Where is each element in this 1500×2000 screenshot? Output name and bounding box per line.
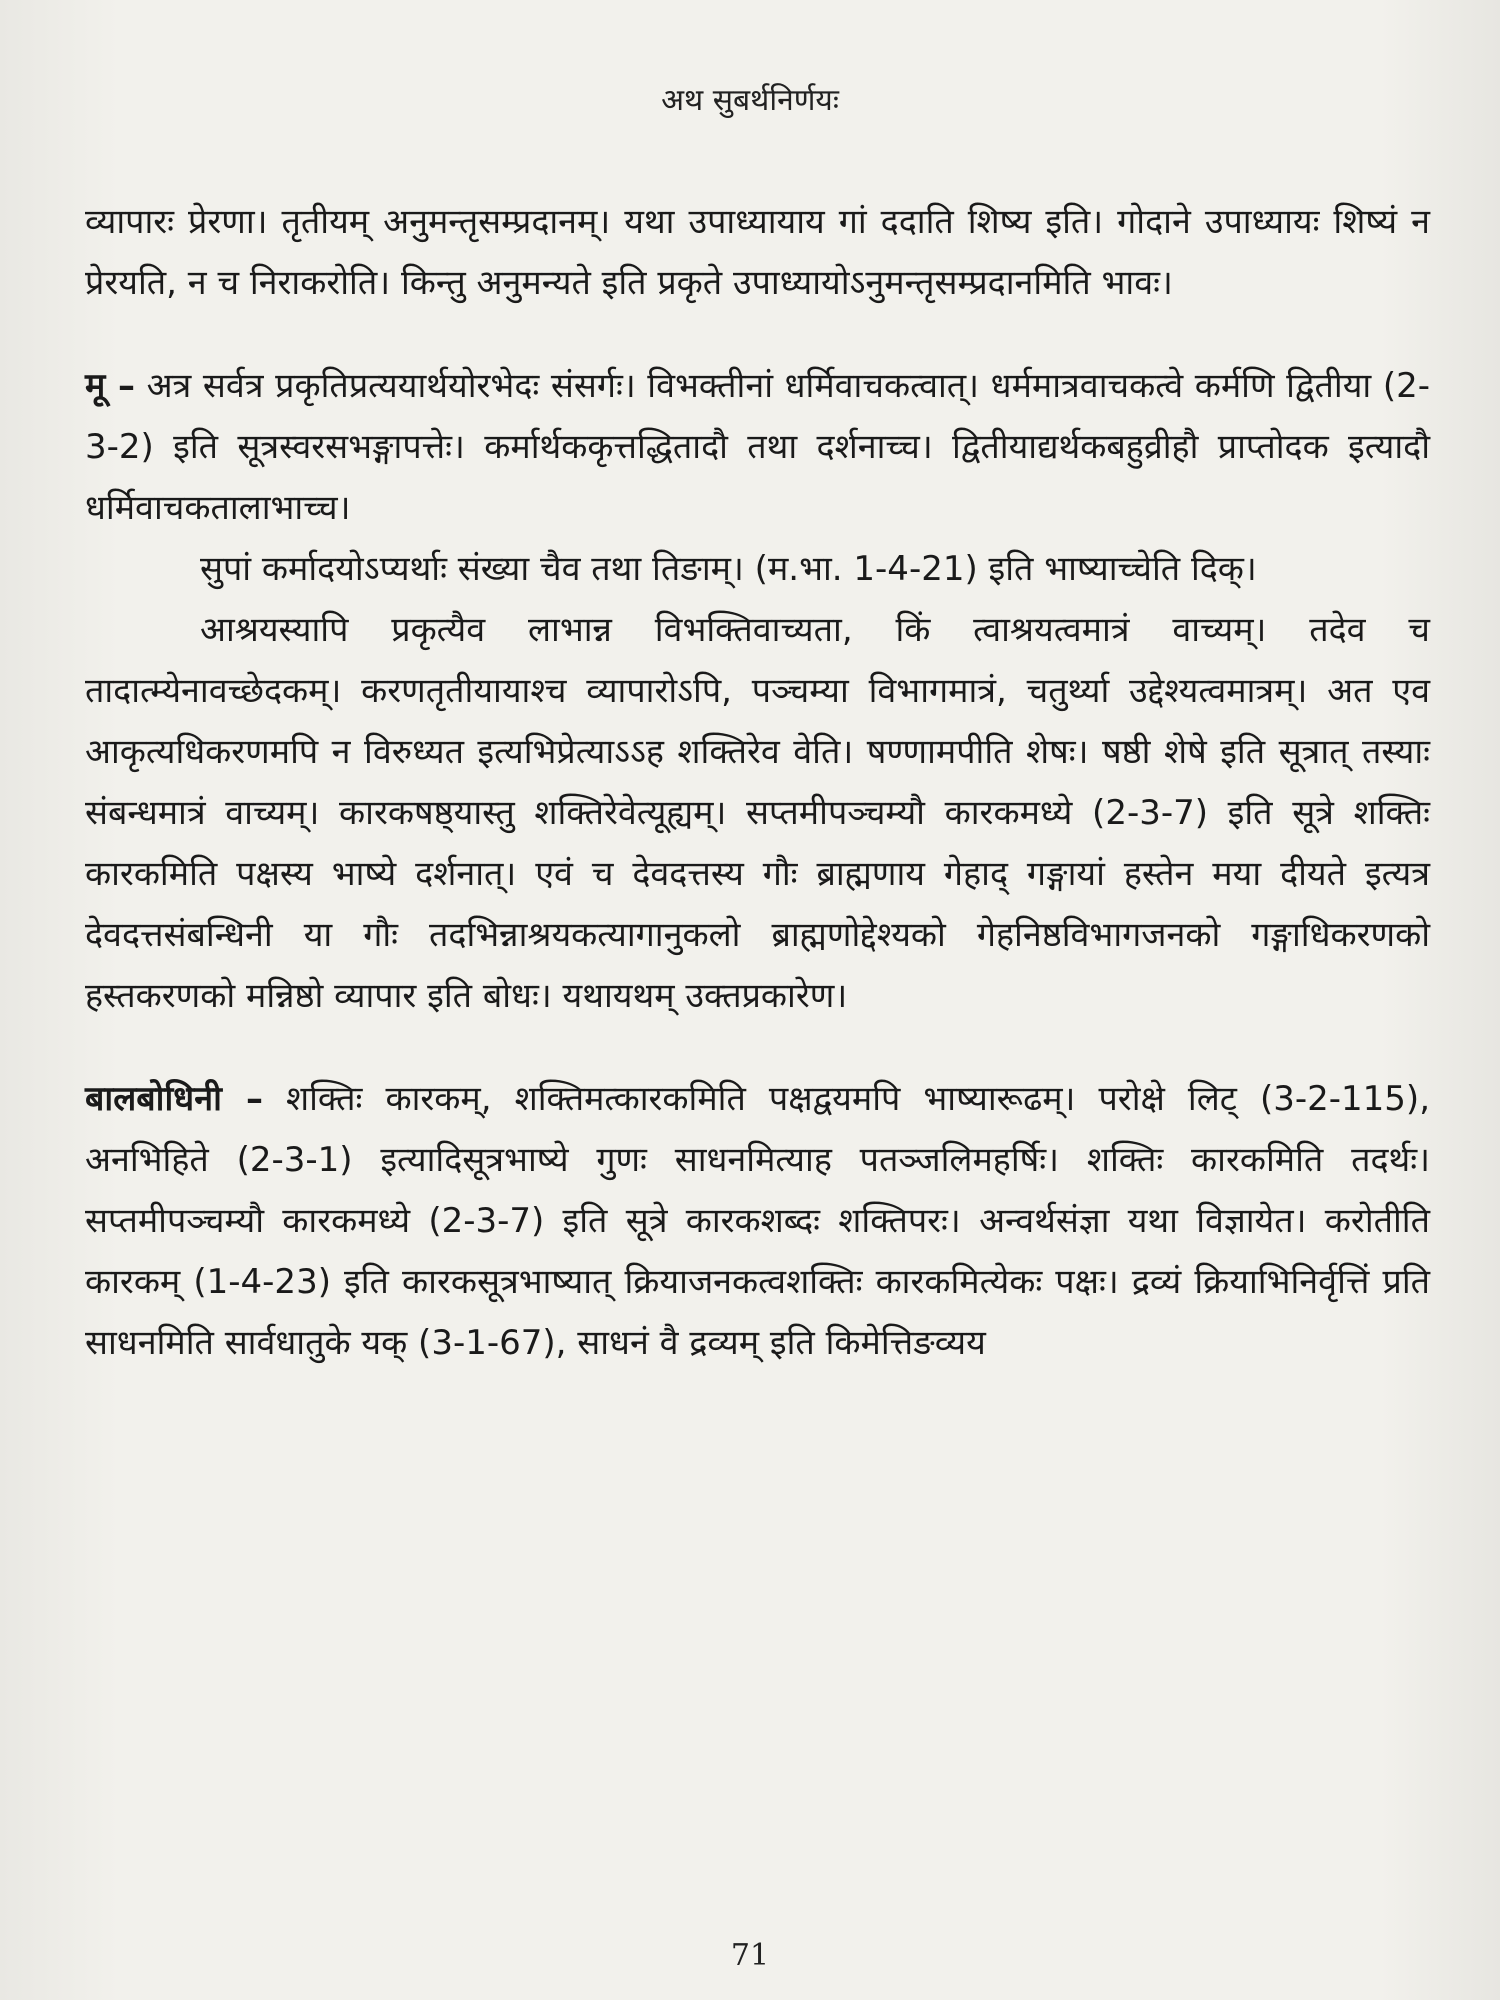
running-head: अथ सुबर्थनिर्णयः	[661, 83, 839, 118]
paragraph-text: सुपां कर्मादयोऽप्यर्थाः संख्या चैव तथा तिङाम्। (म.भा. 1-4-21) इति भाष्याच्चेति दिक्।	[200, 549, 1257, 589]
paragraph-text: शक्तिः कारकम्, शक्तिमत्कारकमिति पक्षद्वयमपि भाष्यारूढम्। परोक्षे लिट् (3-2-115), अनभिहिते (2-3-1) इत्यादिसूत्रभाष्ये गुणः साधनमित्याह पतञ्जलिमहर्षिः। शक्तिः कारकमिति तदर्थः। सप्तमीपञ्चम्यौ कारकमध्ये (2-3-7) इति सूत्रे कारकशब्दः शक्तिपरः। अन्वर्थसंज्ञा यथा विज्ञायेत। करोतीति कारकम् (1-4-23) इति कारकसूत्रभाष्यात् क्रियाजनकत्वशक्तिः कारकमित्येकः पक्षः। द्रव्यं क्रियाभिनिर्वृत्तिं प्रति साधनमिति सार्वधातुके यक् (3-1-67), साधनं वै द्रव्यम् इति किमेत्तिङव्यय	[85, 1079, 1430, 1363]
mula-label: मू –	[85, 366, 135, 406]
balabodhini-label: बालबोधिनी –	[85, 1079, 263, 1119]
paragraph-bhashya-quote	[85, 539, 1430, 600]
paragraph-text: आश्रयस्यापि प्रकृत्यैव लाभान्न विभक्तिवाच्यता, किं त्वाश्रयत्वमात्रं वाच्यम्। तदेव च तादात्म्येनावच्छेदकम्। करणतृतीयायाश्च व्यापारोऽपि, पञ्चम्या विभागमात्रं, चतुर्थ्या उद्देश्यत्वमात्रम्। अत एव आकृत्यधिकरणमपि न विरुध्यत इत्यभिप्रेत्याऽऽह शक्तिरेव वेति। षण्णामपीति शेषः। षष्ठी शेषे इति सूत्रात् तस्याः संबन्धमात्रं वाच्यम्। कारकषष्ठ्यास्तु शक्तिरेवेत्यूह्यम्। सप्तमीपञ्चम्यौ कारकमध्ये (2-3-7) इति सूत्रे शक्तिः कारकमिति पक्षस्य भाष्ये दर्शनात्। एवं च देवदत्तस्य गौः ब्राह्मणाय गेहाद् गङ्गायां हस्तेन मया दीयते इत्यत्र देवदत्तसंबन्धिनी या गौः तदभिन्नाश्रयकत्यागानुकलो ब्राह्मणोद्देश्यको गेहनिष्ठविभागजनको गङ्गाधिकरणको हस्तकरणको मन्निष्ठो व्यापार इति बोधः। यथायथम् उक्तप्रकारेण।	[85, 610, 1430, 1016]
paragraph-mula	[85, 356, 1430, 539]
paragraph-text: अत्र सर्वत्र प्रकृतिप्रत्ययार्थयोरभेदः संसर्गः। विभक्तीनां धर्मिवाचकत्वात्। धर्ममात्रवाचकत्वे कर्मणि द्वितीया (2-3-2) इति सूत्रस्वरसभङ्गापत्तेः। कर्मार्थककृत्तद्धितादौ तथा दर्शनाच्च। द्वितीयाद्यर्थकबहुव्रीहौ प्राप्तोदक इत्यादौ धर्मिवाचकतालाभाच्च।	[85, 366, 1430, 528]
paragraph-ashraya	[85, 600, 1430, 1027]
paragraph-text: व्यापारः प्रेरणा। तृतीयम् अनुमन्तृसम्प्रदानम्। यथा उपाध्यायाय गां ददाति शिष्य इति। गोदाने उपाध्यायः शिष्यं न प्रेरयति, न च निराकरोति। किन्तु अनुमन्यते इति प्रकृते उपाध्यायोऽनुमन्तृसम्प्रदानमिति भावः।	[85, 202, 1430, 303]
page-number: 71	[730, 1938, 770, 1973]
paragraph-intro	[85, 192, 1430, 314]
body-text	[85, 192, 1430, 1374]
paragraph-balabodhini	[85, 1069, 1430, 1374]
